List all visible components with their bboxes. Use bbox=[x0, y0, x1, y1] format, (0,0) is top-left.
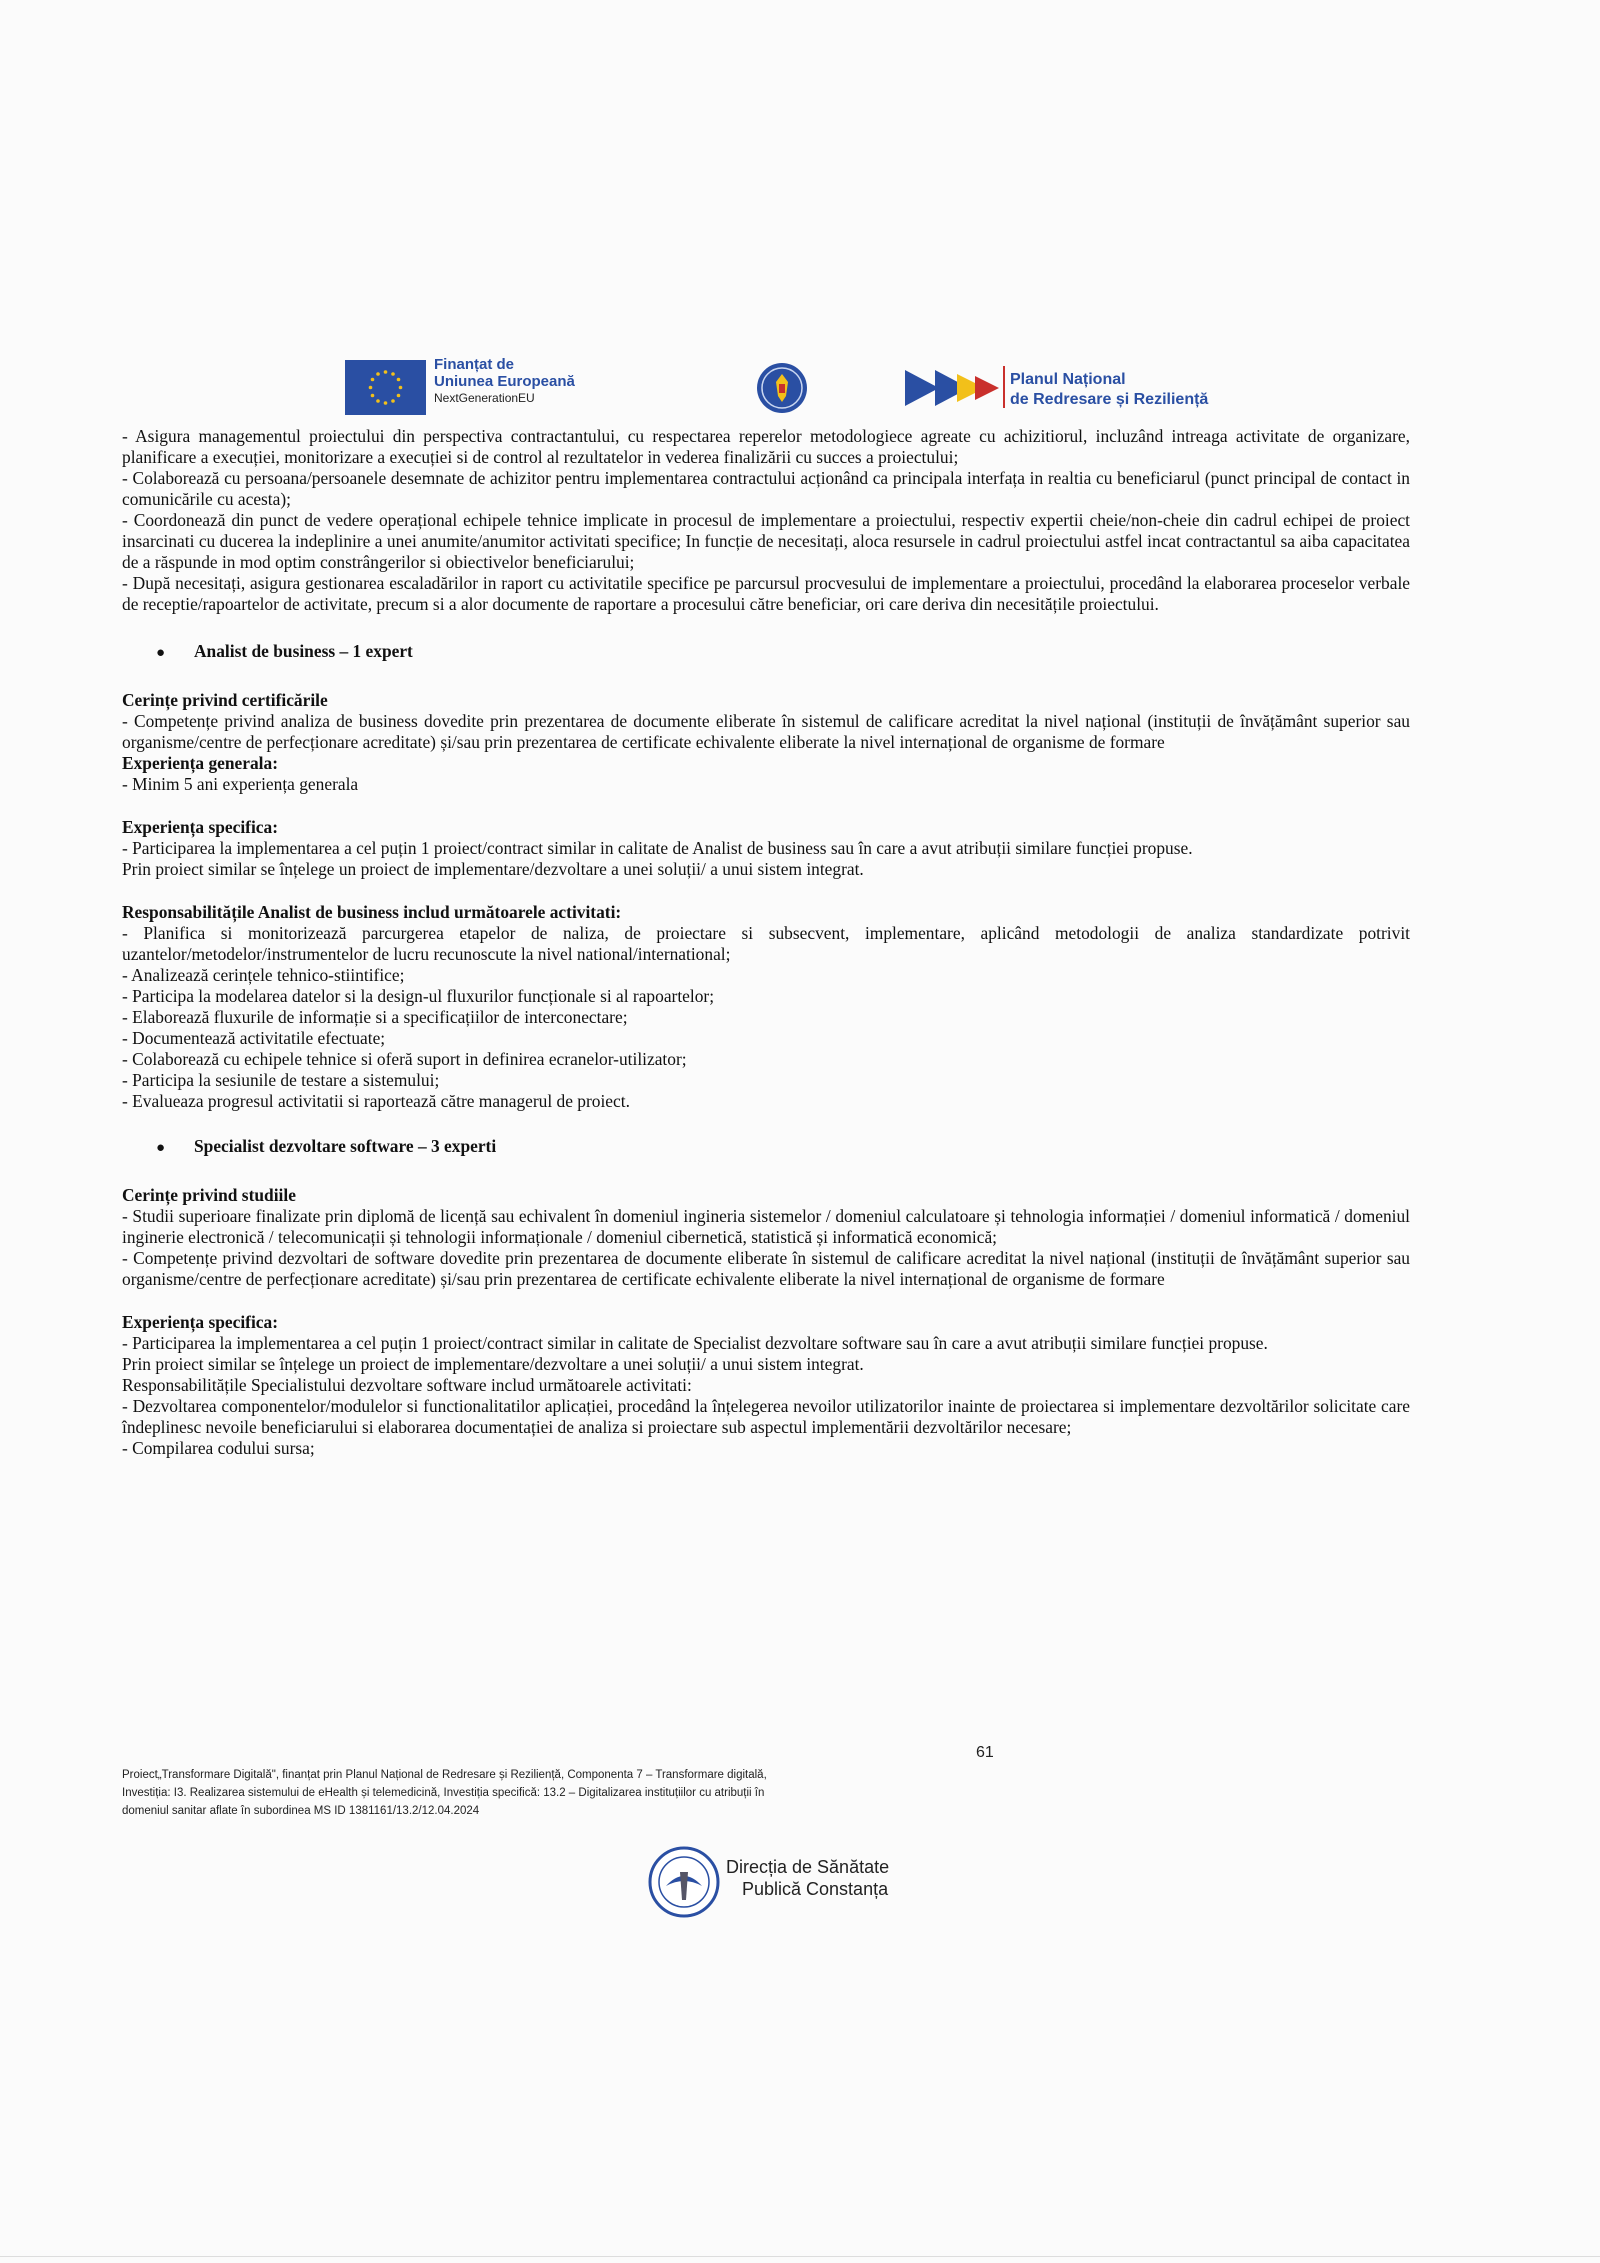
studies-text-1: - Studii superioare finalizate prin diplomă de licență sau echivalent în domeniul ingineria sistemelor / domeniul calculatoare și tehnologia informației / domeniul informatică / domeniul inginerie electronică / telecomunicații și tehnologii informaționale / domeniul cibernetică, statistică și informatică economică; bbox=[122, 1206, 1410, 1247]
pnrr-line2: de Redresare și Reziliență bbox=[1010, 391, 1209, 408]
studies-heading: Cerințe privind studiile bbox=[122, 1185, 296, 1205]
responsibility-item: - Analizează cerințele tehnico-stiintifice; bbox=[122, 965, 405, 985]
role-title-analist: Analist de business – 1 expert bbox=[194, 641, 413, 661]
role-title-specialist: Specialist dezvoltare software – 3 experti bbox=[194, 1136, 497, 1156]
eu-funding-label bbox=[434, 356, 575, 407]
general-experience-text: - Minim 5 ani experiența generala bbox=[122, 774, 359, 794]
eu-flag-icon bbox=[345, 360, 426, 415]
specific-experience-text-2: Prin proiect similar se înțelege un proiect de implementare/dezvoltare a unei soluții/ a unui sistem integrat. bbox=[122, 859, 864, 879]
intro-paragraph-4: - După necesitați, asigura gestionarea escaladărilor in raport cu activitatile specifice pe parcursul procvesului de implementare a proiectului, procedând la elaborarea proceselor verbale de receptie/rapoartelor de activitate, precum si a alor documente de raportare a procesului către beneficiar, ori care deriva din necesitățile proiectului. bbox=[122, 573, 1410, 614]
header-logos bbox=[0, 352, 1600, 422]
dsp-constanta-seal-icon bbox=[648, 1846, 720, 1918]
general-experience-heading: Experiența generala: bbox=[122, 753, 278, 773]
responsibility-item: - Evalueaza progresul activitatii si raportează către managerul de proiect. bbox=[122, 1091, 630, 1111]
responsibility-item: - Participa la modelarea datelor si la design-ul fluxurilor funcționale si al rapoartelor; bbox=[122, 986, 715, 1006]
footer-line-2: Investiția: I3. Realizarea sistemului de eHealth și telemedicină, Investiția specifică: 13.2 – Digitalizarea instituțiilor cu atribuții în bbox=[122, 1787, 765, 1799]
responsibilities-intro: Responsabilitățile Specialistului dezvoltare software includ următoarele activitati: bbox=[122, 1375, 692, 1395]
cert-text: - Competențe privind analiza de business dovedite prin prezentarea de documente eliberate în sistemul de calificare acreditat la nivel național (instituții de învățământ superior sau organisme/centre de perfecționare acreditate) și/sau prin prezentarea de certificate echivalente eliberate la nivel internațional de organisme de formare bbox=[122, 711, 1410, 752]
role-bullet-analist bbox=[156, 641, 1410, 664]
specific-experience-text-3: - Participarea la implementarea a cel puțin 1 proiect/contract similar in calitate de Specialist dezvoltare software sau în care a avut atribuții similare funcției propuse. bbox=[122, 1333, 1268, 1353]
footer-line-1: Proiect„Transformare Digitală", finanțat prin Planul Național de Redresare și Reziliență, Componenta 7 – Transformare digitală, bbox=[122, 1769, 767, 1781]
intro-paragraph-2: - Colaborează cu persoana/persoanele desemnate de achizitor pentru implementarea contractului acționând ca principala interfața in realtia cu beneficiarul (punct principal de contact in comunicările cu acesta); bbox=[122, 468, 1410, 509]
dsp-line2: Publică Constanța bbox=[742, 1879, 889, 1899]
pnrr-divider bbox=[1003, 366, 1005, 408]
intro-paragraph-3: - Coordonează din punct de vedere operațional echipele tehnice implicate in procesul de implementare a proiectului, respectiv expertii cheie/non-cheie din cadrul echipei de proiect insarcinati cu ducerea la indeplinire a unei anumite/anumitor activitati specifice; In funcție de necesitați, aloca resursele in cadrul proiectului astfel incat contractantul sa aiba capacitatea de a răspunde in mod optim constrângerilor si obiectivelor beneficiarului; bbox=[122, 510, 1410, 572]
cert-heading: Cerințe privind certificările bbox=[122, 690, 328, 710]
responsibility-item: - Elaborează fluxurile de informație si a specificațiilor de interconectare; bbox=[122, 1007, 628, 1027]
pnrr-label bbox=[1010, 370, 1208, 410]
footer-line-3: domeniul sanitar aflate în subordinea MS ID 1381161/13.2/12.04.2024 bbox=[122, 1805, 480, 1817]
specific-experience-text-1: - Participarea la implementarea a cel puțin 1 proiect/contract similar in calitate de Analist de business sau în care a avut atribuții similare funcției propuse. bbox=[122, 838, 1193, 858]
pnrr-arrows-icon bbox=[905, 364, 1001, 412]
dsp-line1: Direcția de Sănătate bbox=[726, 1857, 890, 1877]
responsibility-item: - Documentează activitatile efectuate; bbox=[122, 1028, 386, 1048]
specific-experience-heading: Experiența specifica: bbox=[122, 817, 278, 837]
project-footer bbox=[122, 1766, 982, 1820]
dsp-label bbox=[726, 1856, 889, 1900]
specific-experience-heading-2: Experiența specifica: bbox=[122, 1312, 278, 1332]
bullet-icon: ● bbox=[156, 1140, 166, 1156]
responsibility-item: - Planifica si monitorizează parcurgerea etapelor de naliza, de proiectare si subsecvent, implementare, aplicând metodologii de analiza standardizate potrivit uzantelor/metodelor/instrumentelor de lucru recunoscute la nivel national/international; bbox=[122, 923, 1410, 964]
document-body bbox=[122, 426, 1410, 1459]
studies-text-2: - Competențe privind dezvoltari de software dovedite prin prezentarea de documente eliberate în sistemul de calificare acreditat la nivel național (instituții de învățământ superior sau organisme/centre de perfecționare acreditate) și/sau prin prezentarea de certificate echivalente eliberate la nivel internațional de organisme de formare bbox=[122, 1248, 1410, 1289]
scan-edge-divider bbox=[0, 2256, 1600, 2257]
intro-paragraph-1: - Asigura managementul proiectului din perspectiva contractantului, cu respectarea reperelor metodologiece agreate cu achizitiorul, incluzând intreaga activitate de organizare, planificare a execuției, monitorizare a execuției si de control al rezultatelor in vederea finalizării cu succes a proiectului; bbox=[122, 426, 1410, 467]
responsibility-item: - Participa la sesiunile de testare a sistemului; bbox=[122, 1070, 440, 1090]
specific-experience-text-4: Prin proiect similar se înțelege un proiect de implementare/dezvoltare a unei soluții/ a unui sistem integrat. bbox=[122, 1354, 864, 1374]
eu-line2: Uniunea Europeană bbox=[434, 373, 575, 390]
responsibility-item: - Colaborează cu echipele tehnice si oferă suport in definirea ecranelor-utilizator; bbox=[122, 1049, 687, 1069]
page-number: 61 bbox=[976, 1744, 994, 1761]
role-bullet-specialist bbox=[156, 1136, 1410, 1159]
responsibility-item: - Compilarea codului sursa; bbox=[122, 1438, 315, 1458]
responsibility-item: - Dezvoltarea componentelor/modulelor si functionalitatilor aplicației, procedând la înțelegerea nevoilor utilizatorilor inainte de proiectarea si implementare dezvoltărilor solicitate care îndeplinesc nevoile beneficiarului si elaborarea documentației de analiza si proiectare sub aspectul implementării dezvoltărilor necesare; bbox=[122, 1396, 1410, 1437]
eu-line3: NextGenerationEU bbox=[434, 391, 535, 405]
romanian-government-emblem-icon bbox=[756, 362, 808, 414]
bullet-icon: ● bbox=[156, 645, 166, 661]
pnrr-line1: Planul Național bbox=[1010, 371, 1126, 388]
responsibilities-heading: Responsabilitățile Analist de business includ următoarele activitati: bbox=[122, 902, 622, 922]
eu-line1: Finanțat de bbox=[434, 356, 515, 373]
